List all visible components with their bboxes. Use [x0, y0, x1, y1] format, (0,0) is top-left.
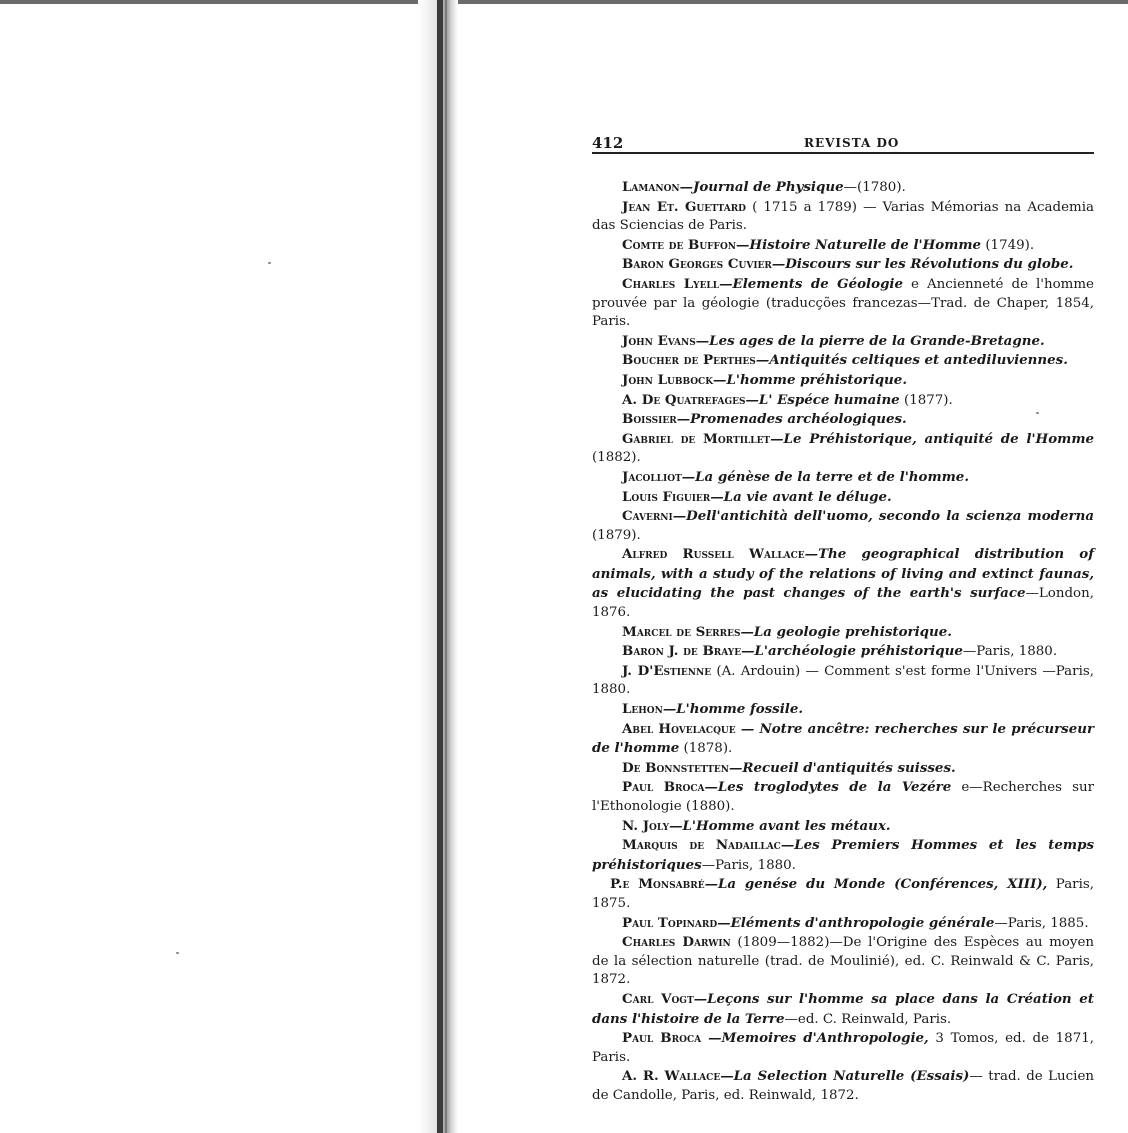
- entry-details: (1749).: [981, 237, 1035, 253]
- entry-title: —The geographical distribution of animals, with a study of the relations of living and extinct faunas, as elucidating the past changes of the earth's surface: [592, 546, 1094, 602]
- entry-author: Baron Georges Cuvier: [622, 256, 772, 273]
- entry-title: —L'archéologie préhistorique: [741, 643, 963, 660]
- entry-details: —Paris, 1885.: [994, 915, 1089, 931]
- bibliography-entry: [592, 391, 1094, 411]
- entry-details: —Paris, 1880.: [962, 644, 1058, 660]
- entry-details: (1882).: [592, 450, 641, 466]
- entry-details: — trad. de Lucien de Candolle, Paris, ed. Reinwald, 1872.: [592, 1069, 1094, 1103]
- page-header: [592, 128, 1094, 154]
- entry-title: —Discours sur les Révolutions du globe.: [771, 256, 1074, 273]
- entry-author: Jean Et. Guettard: [622, 198, 746, 215]
- entry-details: 3 Tomos, ed. de 1871, Paris.: [592, 1031, 1094, 1065]
- bibliography-entry: [592, 507, 1094, 545]
- entry-title: —L'Homme avant les métaux.: [669, 817, 891, 834]
- entry-details: e Ancienneté de l'homme prouvée par la géologie (traducções francezas—Trad. de Chaper, 1854, Paris.: [592, 276, 1094, 330]
- entry-author: Boissier: [622, 411, 677, 428]
- entry-title: —L'homme préhistorique.: [713, 371, 907, 388]
- entry-author: Marquis de Nadaillac: [622, 837, 781, 854]
- entry-author: J. D'Estienne: [622, 662, 712, 679]
- entry-author: Alfred Russell Wallace: [622, 546, 805, 563]
- bibliography-entry: [592, 178, 1094, 198]
- entry-author: Lehon: [622, 701, 663, 718]
- page-number: 412: [592, 134, 624, 152]
- bibliography-entry: [592, 468, 1094, 488]
- entry-title: —Le Préhistorique, antiquité de l'Homme: [770, 430, 1095, 447]
- entry-title: —Recueil d'antiquités suisses.: [728, 759, 956, 776]
- bibliography-entry: [592, 700, 1094, 720]
- bibliography-entry: [592, 430, 1094, 468]
- entry-title: —La Selection Naturelle (Essais): [720, 1068, 970, 1085]
- entry-title: —La vie avant le déluge.: [710, 488, 892, 505]
- entry-author: Marcel de Serres: [622, 623, 741, 640]
- entry-author: Paul Topinard: [622, 914, 718, 931]
- bibliography-entry: [592, 662, 1094, 700]
- entry-details: ( 1715 a 1789) — Varias Mémorias na Academia das Sciencias de Paris.: [592, 199, 1094, 234]
- entry-details: —London, 1876.: [592, 586, 1094, 621]
- entry-title: —Les troglodytes de la Vezére: [704, 779, 952, 796]
- entry-author: Baron J. de Braye: [622, 643, 742, 660]
- running-title: REVISTA DO: [804, 136, 900, 150]
- entry-author: P.e Monsabré: [610, 876, 705, 893]
- entry-title: —L' Espéce humaine: [745, 391, 900, 408]
- entry-title: —Promenades archéologiques.: [676, 411, 907, 428]
- entry-title: —Leçons sur l'homme sa place dans la Création et dans l'histoire de la Terre: [592, 990, 1094, 1027]
- entry-details: —Paris, 1880.: [701, 857, 796, 873]
- entry-author: Jacolliot: [622, 468, 682, 485]
- entry-author: Caverni: [622, 508, 673, 525]
- bibliography-entry: [592, 720, 1094, 759]
- entry-author: De Bonnstetten: [622, 759, 729, 776]
- entry-title: —Les Premiers Hommes et les temps préhistoriques: [592, 837, 1094, 873]
- entry-author: John Lubbock: [622, 371, 714, 388]
- scan-speck: [268, 262, 271, 264]
- bibliography-entry: [592, 933, 1094, 990]
- entry-author: Paul Broca: [622, 1030, 702, 1047]
- entry-details: Paris, 1875.: [592, 877, 1094, 911]
- entry-author: A. R. Wallace: [622, 1068, 721, 1085]
- entry-details: (A. Ardouin) — Comment s'est forme l'Univers —Paris, 1880.: [592, 663, 1094, 698]
- bibliography-entry: [592, 545, 1094, 622]
- bibliography-entry: [592, 990, 1094, 1029]
- bibliography-entry: [592, 198, 1094, 236]
- entry-title: — Notre ancêtre: recherches sur le précurseur de l'homme: [592, 720, 1094, 757]
- entry-author: Charles Darwin: [622, 934, 731, 951]
- bibliography-entry: [592, 236, 1094, 256]
- entry-author: Charles Lyell: [622, 275, 720, 292]
- bibliography-entry: [592, 1067, 1094, 1105]
- entry-details: —ed. C. Reinwald, Paris.: [784, 1011, 952, 1027]
- bibliography-list: [592, 178, 1094, 1106]
- book-spine: [437, 0, 443, 1133]
- entry-author: A. De Quatrefages: [622, 391, 746, 408]
- bibliography-entry: [592, 410, 1094, 430]
- entry-details: (1878).: [679, 741, 733, 757]
- bibliography-entry: [592, 255, 1094, 275]
- entry-title: —Eléments d'anthropologie générale: [717, 914, 995, 931]
- entry-details: (1809—1882)—De l'Origine des Espèces au moyen de la sélection naturelle (trad. de Moulinié), ed. C. Reinwald & C. Paris, 1872.: [592, 935, 1094, 988]
- entry-title: —Histoire Naturelle de l'Homme: [736, 236, 982, 253]
- bibliography-entry: [592, 914, 1094, 934]
- bibliography-entry: [592, 488, 1094, 508]
- entry-title: —Memoires d'Anthropologie,: [701, 1030, 929, 1047]
- bibliography-entry: [592, 351, 1094, 371]
- book-spine-edge: [445, 0, 447, 1133]
- entry-author: Boucher de Perthes: [622, 352, 756, 369]
- bibliography-entry: [592, 623, 1094, 643]
- entry-author: John Evans: [622, 332, 696, 349]
- scan-speck: [176, 952, 179, 954]
- entry-title: —Antiquités celtiques et antediluviennes.: [755, 352, 1068, 369]
- entry-author: Comte de Buffon: [622, 236, 737, 253]
- entry-details: (1877).: [899, 392, 953, 408]
- entry-details: —(1780).: [843, 180, 906, 195]
- bibliography-entry: [592, 1029, 1094, 1067]
- entry-details: (1879).: [592, 527, 641, 543]
- entry-title: —L'homme fossile.: [662, 701, 804, 718]
- entry-title: —Elements de Géologie: [719, 275, 904, 292]
- entry-author: Carl Vogt: [622, 990, 694, 1007]
- entry-author: Lamanon: [622, 179, 680, 195]
- bibliography-entry: [592, 778, 1094, 816]
- bibliography-entry: [592, 817, 1094, 837]
- entry-author: Gabriel de Mortillet: [622, 430, 771, 447]
- entry-author: Abel Hovelacque: [622, 720, 736, 737]
- scan-top-border: [0, 0, 1128, 4]
- bibliography-entry: [592, 836, 1094, 875]
- entry-title: —Les ages de la pierre de la Grande-Bretagne.: [695, 332, 1045, 349]
- bibliography-entry: [592, 642, 1094, 662]
- entry-author: Paul Broca: [622, 779, 705, 796]
- entry-author: Louis Figuier: [622, 488, 711, 505]
- entry-title: —La genése du Monde (Conférences, XIII),: [704, 876, 1048, 893]
- entry-details: e—Recherches sur l'Ethonologie (1880).: [592, 780, 1094, 814]
- entry-title: —Journal de Physique: [679, 179, 844, 195]
- bibliography-entry: [592, 275, 1094, 332]
- entry-author: N. Joly: [622, 817, 670, 834]
- bibliography-entry: [592, 332, 1094, 352]
- bibliography-entry: [592, 875, 1094, 913]
- entry-title: —La geologie prehistorique.: [740, 623, 952, 640]
- book-page: [592, 128, 1094, 1106]
- entry-title: —La génèse de la terre et de l'homme.: [681, 468, 969, 485]
- bibliography-entry: [592, 759, 1094, 779]
- bibliography-entry: [592, 371, 1094, 391]
- entry-title: —Dell'antichità dell'uomo, secondo la scienza moderna: [672, 508, 1094, 525]
